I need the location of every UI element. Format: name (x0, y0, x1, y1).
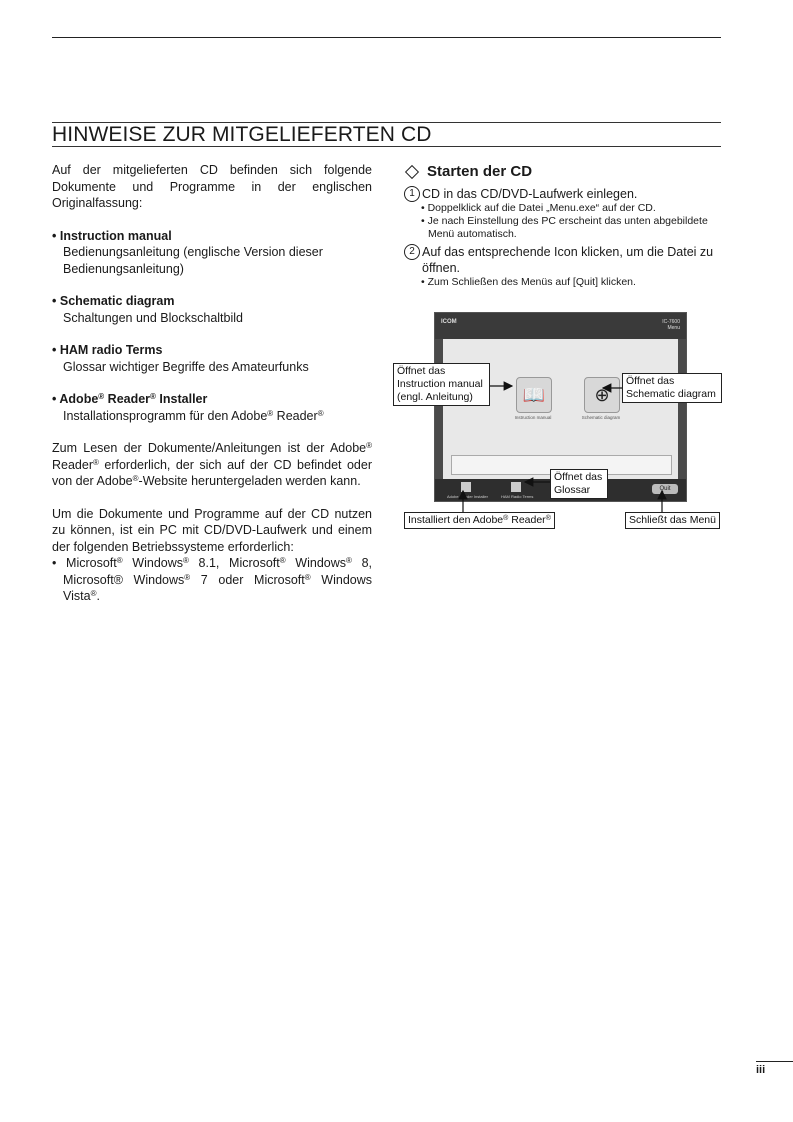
callout-close: Schließt das Menü (625, 512, 720, 529)
callout-glossar: Öffnet das Glossar (550, 469, 608, 499)
step-text: CD in das CD/DVD-Laufwerk einlegen. (422, 187, 638, 201)
left-column (52, 162, 372, 605)
right-column (404, 162, 722, 289)
usage-paragraph: Um die Dokumente und Programme auf der CD nutzen zu können, ist ein PC mit CD/DVD-Laufwerk und einem der folgenden Betriebssysteme erforderlich: (52, 506, 372, 554)
page-title: HINWEISE ZUR MITGELIEFERTEN CD (52, 123, 432, 146)
icon-label: Schematic diagram (581, 415, 621, 420)
menu-header (435, 313, 686, 339)
menu-body (443, 339, 678, 479)
callout-schematic: Öffnet das Schematic diagram (622, 373, 722, 403)
top-rule (52, 37, 721, 38)
item-description: Schaltungen und Blockschaltbild (63, 310, 243, 325)
list-item (52, 342, 372, 375)
step-note: • Je nach Einstellung des PC erscheint das unten abgebildete Menü automatisch. (411, 215, 722, 241)
item-title: • Instruction manual (52, 228, 372, 245)
page-number-rule (756, 1061, 793, 1062)
callout-manual: Öffnet das Instruction manual (engl. Anleitung) (393, 363, 490, 406)
item-description: Bedienungsanleitung (englische Version dieser Bedienungsanleitung) (63, 245, 323, 276)
item-title: • Adobe® Reader® Installer (52, 391, 372, 408)
title-rule-bottom (52, 146, 721, 147)
step-text: Auf das entsprechende Icon klicken, um die Datei zu öffnen. (422, 245, 714, 275)
mini-label: Adobe Reader Installer (447, 494, 488, 499)
item-description: Installationsprogramm für den Adobe® Reader® (63, 408, 324, 423)
quit-button[interactable]: Quit (652, 484, 678, 494)
reading-paragraph: Zum Lesen der Dokumente/Anleitungen ist der Adobe® Reader® erforderlich, der sich auf der CD befindet oder von der Adobe®-Website heruntergeladen werden kann. (52, 441, 372, 488)
callout-adobe: Installiert den Adobe® Reader® (404, 512, 555, 529)
step-note: • Zum Schließen des Menüs auf [Quit] klicken. (411, 276, 722, 289)
step-number: 1 (404, 186, 420, 202)
step (404, 244, 722, 276)
step-number: 2 (404, 244, 420, 260)
list-item (52, 228, 372, 278)
os-list-item: • Microsoft® Windows® 8.1, Microsoft® Windows® 8, Microsoft® Windows® 7 oder Microsoft® Windows Vista®. (52, 555, 372, 605)
item-description: Glossar wichtiger Begriffe des Amateurfunks (63, 359, 309, 374)
list-item (52, 391, 372, 424)
book-icon[interactable]: 📖 (516, 377, 552, 413)
page-number: iii (756, 1064, 766, 1076)
item-title: • Schematic diagram (52, 293, 372, 310)
icon-label: Instruction manual (514, 415, 552, 420)
section-heading: Starten der CD (404, 162, 722, 182)
diamond-icon (405, 165, 419, 179)
intro-paragraph: Auf der mitgelieferten CD befinden sich folgende Dokumente und Programme in der englischen Originalfassung: (52, 163, 372, 210)
menu-logo: ICOM (441, 319, 457, 325)
step-note: • Doppelklick auf die Datei „Menu.exe“ auf der CD. (411, 202, 722, 215)
schematic-icon[interactable]: ⊕ (584, 377, 620, 413)
menu-model: IC-7600 Menu (662, 319, 680, 331)
step (404, 186, 722, 202)
list-item (52, 293, 372, 326)
item-title: • HAM radio Terms (52, 342, 372, 359)
adobe-icon[interactable] (461, 482, 471, 492)
mini-label: HAM Radio Terms (501, 494, 534, 499)
glossary-icon[interactable] (511, 482, 521, 492)
